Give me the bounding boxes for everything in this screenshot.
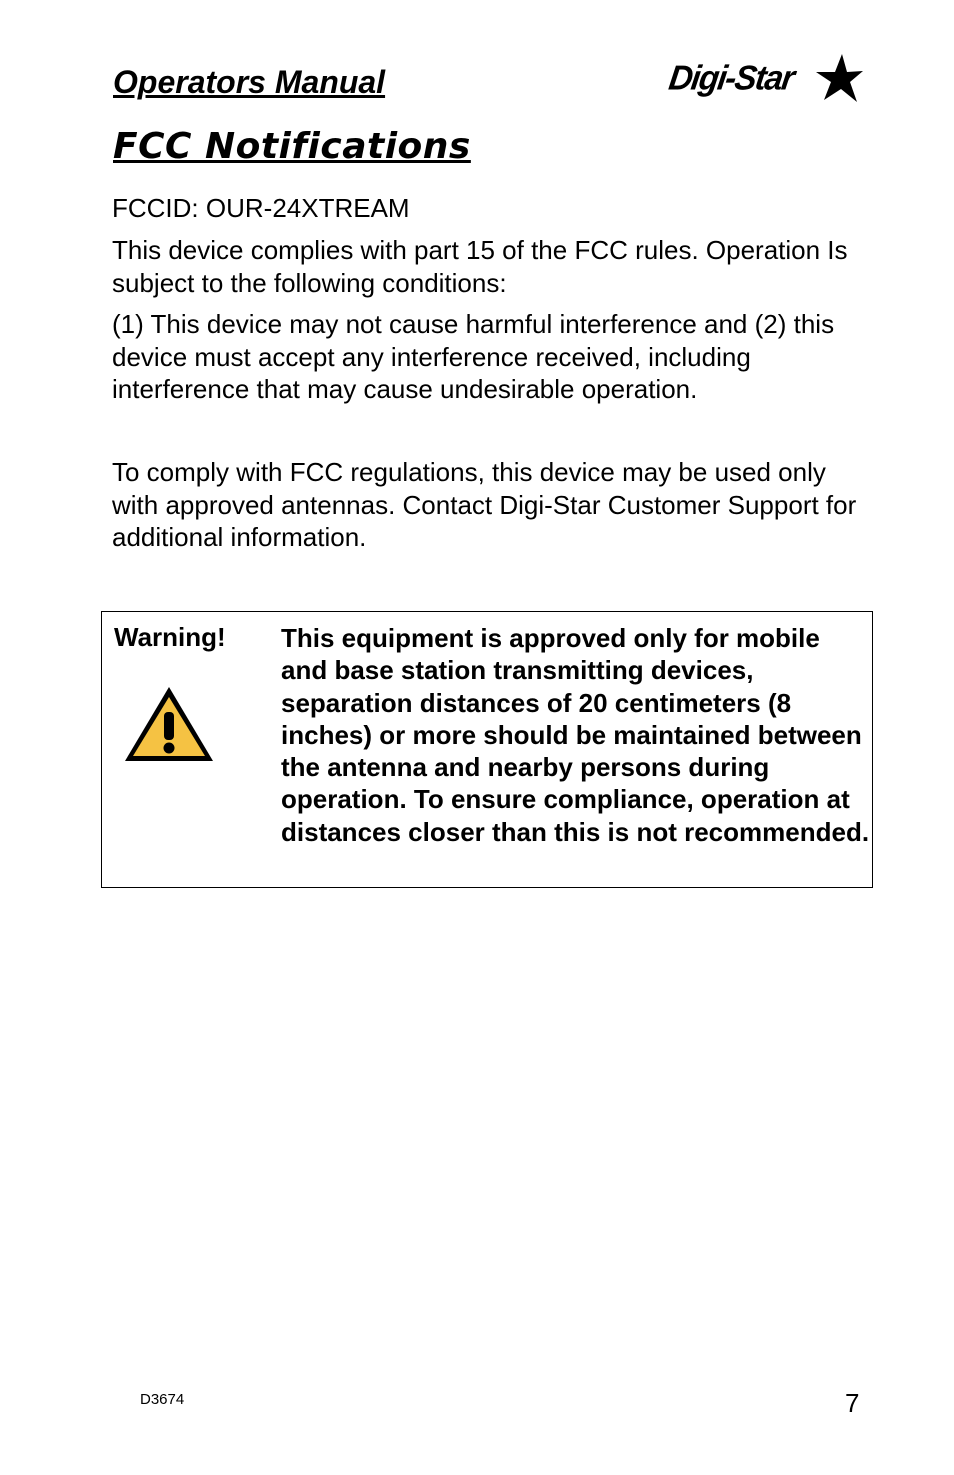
page-number: 7 <box>845 1388 860 1418</box>
antenna-notice: To comply with FCC regulations, this device may be used only with approved antennas. Contact Digi-Star Customer Support for additional information. <box>112 457 857 552</box>
manual-title: Operators Manual <box>113 64 386 100</box>
fccid-line: FCCID: OUR-24XTREAM <box>112 193 410 223</box>
warning-triangle-icon <box>122 684 216 764</box>
document-code: D3674 <box>140 1391 185 1408</box>
digi-star-logo <box>666 52 864 104</box>
compliance-intro: This device complies with part 15 of the FCC rules. Operation Is subject to the following conditions: <box>112 235 848 298</box>
warning-text: This equipment is approved only for mobile and base station transmitting devices, separation distances of 20 centimeters (8 inches) or more should be maintained between the antenna and nearby persons during operation. To ensure compliance, operation at distances closer than this is not recommended. <box>281 623 870 847</box>
conditions-text: (1) This device may not cause harmful interference and (2) this device must accept any interference received, including interference that may cause undesirable operation. <box>112 309 835 404</box>
warning-box <box>101 611 873 888</box>
warning-label: Warning! <box>114 622 226 652</box>
star-icon <box>812 52 864 104</box>
logo-text: Digi-Star <box>666 58 797 97</box>
section-title: FCC Notifications <box>113 126 471 167</box>
